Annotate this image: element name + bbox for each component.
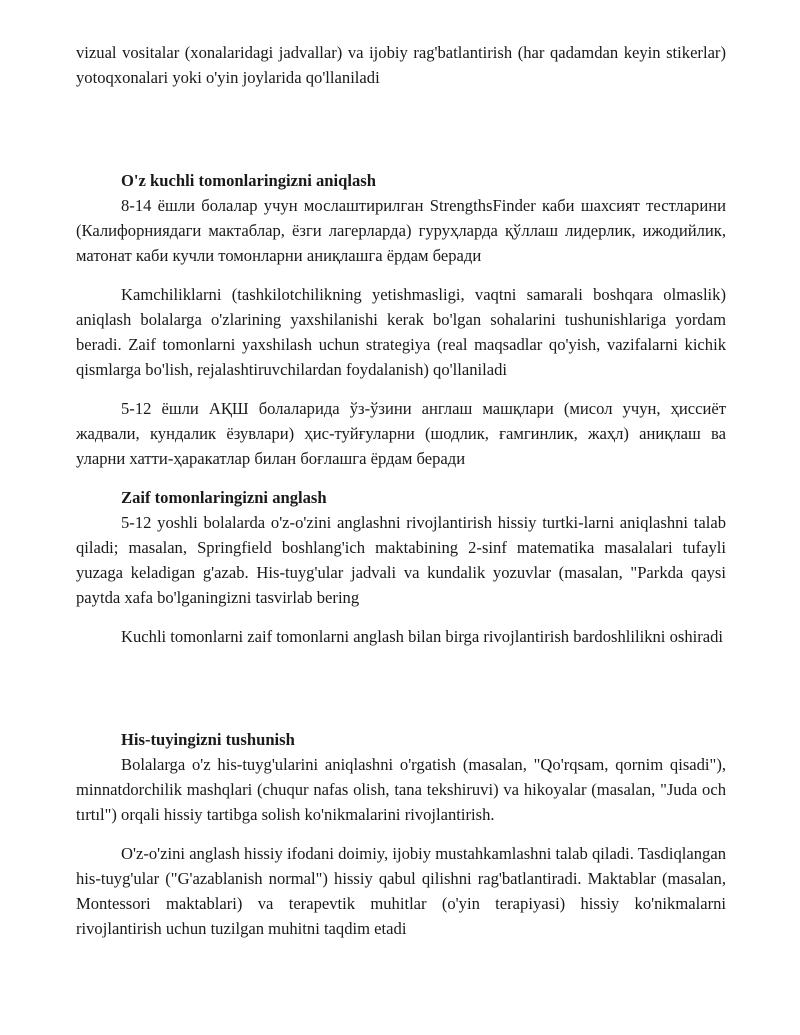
paragraph-intro-continued: vizual vositalar (xonalaridagi jadvallar) va ijobiy rag'batlantirish (har qadamdan keyin stikerlar) yotoqxonalari yoki o'yin joylarida qo'llaniladi [76, 43, 726, 87]
heading-strengths: O'z kuchli tomonlaringizni aniqlash [121, 171, 376, 190]
document-page [76, 40, 726, 941]
paragraph-self-awareness-exercises: 5-12 ёшли АҚШ болаларида ўз-ўзини англаш машқлари (мисол учун, ҳиссиёт жадвали, кундалик ёзувлари) ҳис-туйғуларни (шодлик, ғамгинлик, жаҳл) аниқлаш ва уларни хатти-ҳаракатлар билан боғлашга ёрдам беради [76, 399, 726, 468]
heading-emotions: His-tuyingizni tushunish [121, 730, 295, 749]
paragraph-emotional-triggers: 5-12 yoshli bolalarda o'z-o'zini anglashni rivojlantirish hissiy turtki-larni aniqlashni talab qiladi; masalan, Springfield boshlang'ich maktabining 2-sinf matematika masalalari tufayli yuzaga keladigan g'azab. His-tuyg'ular jadvali va kundalik yozuvlar (masalan, "Parkda qaysi paytda xafa bo'lganingizni tasvirlab bering [76, 513, 726, 607]
paragraph-strengthsfinder: 8-14 ёшли болалар учун мослаштирилган StrengthsFinder каби шахсият тестларини (Калифорниядаги мактаблар, ёзги лагерларда) гуруҳларда қўллаш лидерлик, ижодийлик, матонат каби кучли томонларни аниқлашга ёрдам беради [76, 196, 726, 265]
paragraph-weaknesses-identification: Kamchiliklarni (tashkilotchilikning yetishmasligi, vaqtni samarali boshqara olmaslik) aniqlash bolalarga o'zlarining yaxshilanishi kerak bo'lgan sohalarini tushunishlariga yordam beradi. Zaif tomonlarni yaxshilash uchun strategiya (real maqsadlar qo'yish, vazifalarni kichik qismlarga bo'lish, rejalashtiruvchilardan foydalanish) qo'llaniladi [76, 285, 726, 379]
heading-weaknesses: Zaif tomonlaringizni anglash [121, 488, 327, 507]
paragraph-emotion-regulation: Bolalarga o'z his-tuyg'ularini aniqlashni o'rgatish (masalan, "Qo'rqsam, qornim qisadi"), minnatdorchilik mashqlari (chuqur nafas olish, tana tekshiruvi) va hikoyalar (masalan, "Juda och tırtıl") orqali hissiy tartibga solish ko'nikmalarini rivojlantirish. [76, 755, 726, 824]
paragraph-resilience: Kuchli tomonlarni zaif tomonlarni anglash bilan birga rivojlantirish bardoshlilikni oshiradi [121, 627, 724, 646]
paragraph-reinforcement: O'z-o'zini anglash hissiy ifodani doimiy, ijobiy mustahkamlashni talab qiladi. Tasdiqlangan his-tuyg'ular ("G'azablanish normal") hissiy qabul qilishni rag'batlantiradi. Maktablar (masalan, Montessori maktablari) va terapevtik muhitlar (o'yin terapiyasi) hissiy ko'nikmalarni rivojlantirish uchun tuzilgan muhitni taqdim etadi [76, 844, 726, 938]
